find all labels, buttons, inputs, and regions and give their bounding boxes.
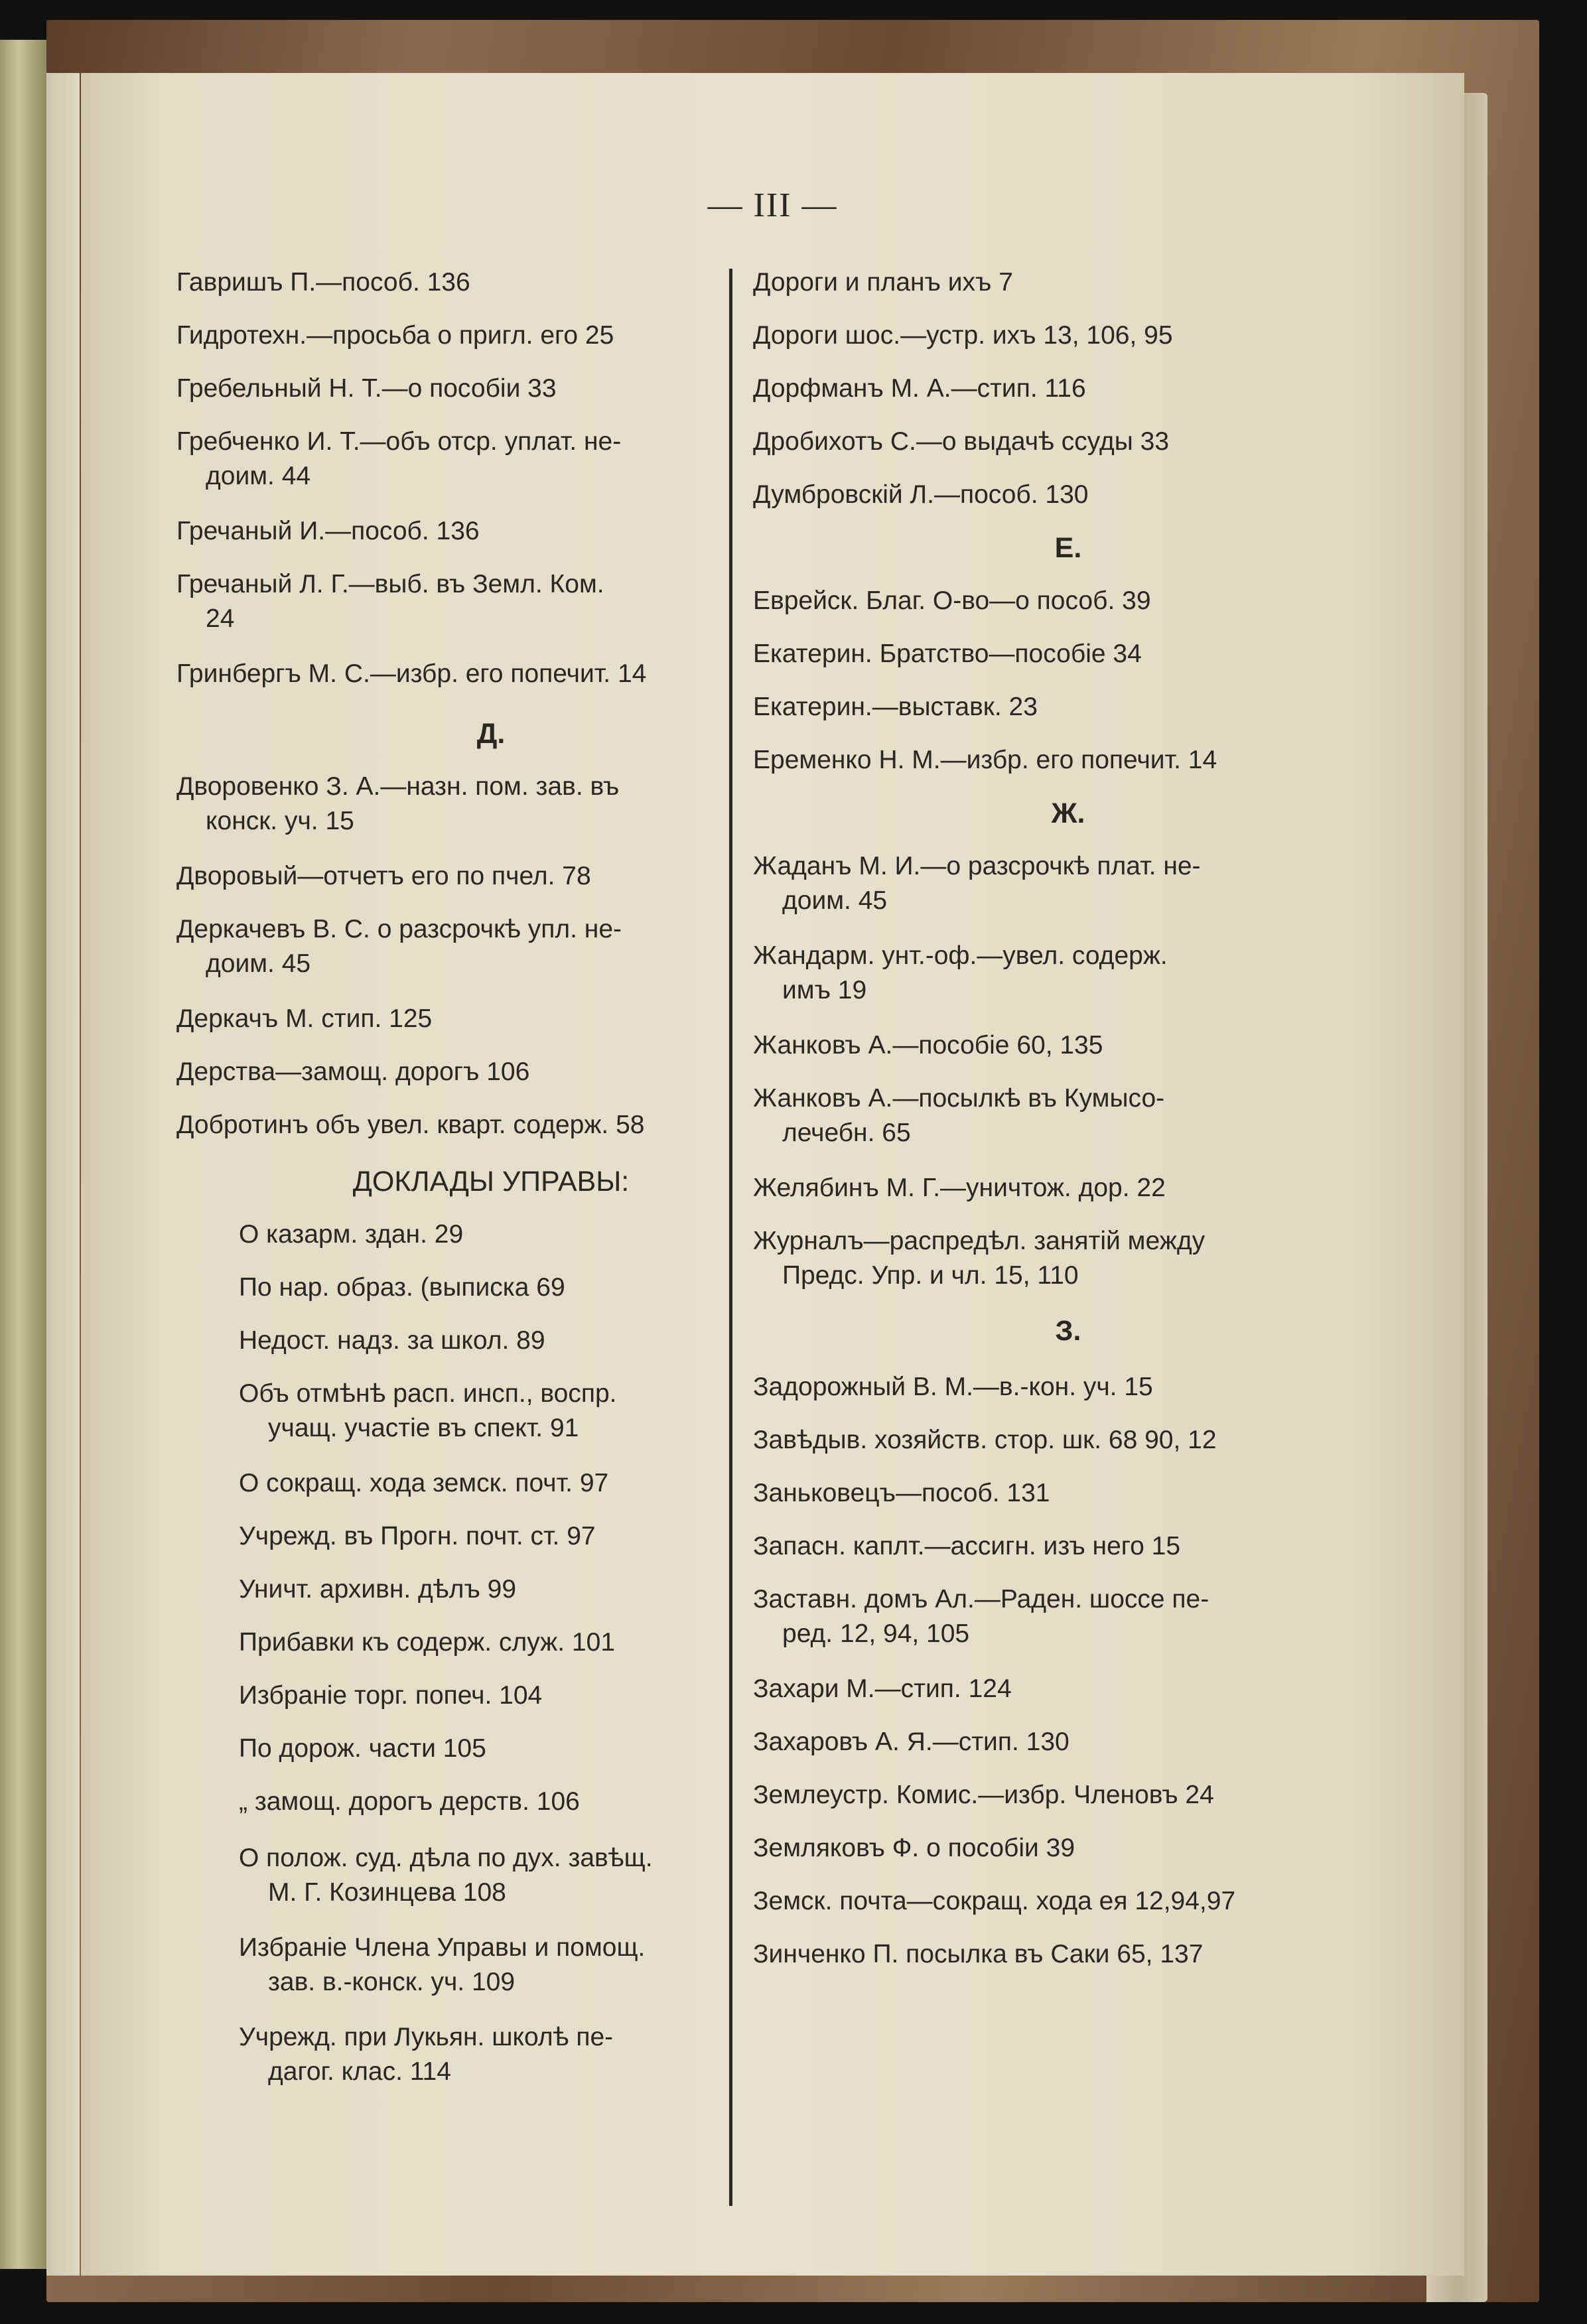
entry-line: О казарм. здан. 29 [239, 1220, 464, 1249]
report-subentry [176, 1732, 805, 1766]
entry-line: Жаданъ М. И.—о разсрочкѣ плат. не- [753, 852, 1201, 880]
index-entry [176, 265, 805, 300]
entry-line: Дробихотъ С.—о выдачѣ ссуды 33 [753, 427, 1170, 456]
entry-continuation-line: доим. 45 [206, 949, 311, 978]
entry-line: Землеустр. Комис.—избр. Членовъ 24 [753, 1781, 1214, 1809]
entry-line: О полож. суд. дѣла по дух. завѣщ. [239, 1844, 653, 1872]
index-entry [753, 1884, 1383, 1919]
index-entry [753, 478, 1383, 512]
index-letter-heading: Ж. [1051, 797, 1085, 829]
report-subentry [176, 1931, 805, 2000]
entry-line: Гринбергъ М. С.—избр. его попечит. 14 [176, 659, 647, 688]
entry-line: Гречаный И.—пособ. 136 [176, 517, 480, 545]
entry-line: Заньковецъ—пособ. 131 [753, 1479, 1050, 1507]
report-subentry [176, 1466, 805, 1501]
entry-line: О сокращ. хода земск. почт. 97 [239, 1469, 609, 1497]
entry-continuation-line: М. Г. Козинцева 108 [268, 1878, 506, 1907]
entry-line: Журналъ—распредѣл. занятій между [753, 1227, 1206, 1255]
index-entry [176, 1108, 805, 1142]
entry-line: Жанковъ А.—пособіе 60, 135 [753, 1031, 1103, 1059]
entry-line: Дворовый—отчетъ его по пчел. 78 [176, 862, 591, 890]
index-entry [753, 1778, 1383, 1812]
index-entry [753, 372, 1383, 406]
index-entry [753, 1423, 1383, 1458]
report-subentry [176, 1377, 805, 1446]
index-entry [753, 1171, 1383, 1205]
entry-line: Запасн. каплт.—ассигн. изъ него 15 [753, 1532, 1181, 1560]
entry-line: Завѣдыв. хозяйств. стор. шк. 68 90, 12 [753, 1426, 1217, 1454]
entry-continuation-line: имъ 19 [782, 976, 867, 1004]
entry-continuation-line: зав. в.-конск. уч. 109 [268, 1968, 516, 1996]
index-entry [753, 1582, 1383, 1651]
entry-line: Желябинъ М. Г.—уничтож. дор. 22 [753, 1174, 1166, 1202]
entry-continuation-line: доим. 44 [206, 462, 311, 490]
report-subentry [176, 1841, 805, 1910]
entry-line: Захари М.—стип. 124 [753, 1675, 1012, 1703]
index-entry [753, 1831, 1383, 1866]
index-entry [753, 1081, 1383, 1150]
entry-line: Жандарм. унт.-оф.—увел. содерж. [753, 941, 1168, 970]
entry-continuation-line: ред. 12, 94, 105 [782, 1619, 970, 1648]
entry-line: По нар. образ. (выписка 69 [239, 1273, 565, 1302]
index-entry [176, 372, 805, 406]
entry-line: Захаровъ А. Я.—стип. 130 [753, 1728, 1070, 1756]
report-subentry [176, 1625, 805, 1660]
facing-page-edge [46, 73, 80, 2276]
index-entry [176, 770, 805, 839]
index-entry [753, 1028, 1383, 1063]
report-subentry [176, 1572, 805, 1607]
index-entry [753, 265, 1383, 300]
entry-line: Заставн. домъ Ал.—Раден. шоссе пе- [753, 1585, 1209, 1613]
entry-line: Деркачевъ В. С. о разсрочкѣ упл. не- [176, 915, 622, 943]
index-entry [753, 690, 1383, 724]
entry-line: Еременко Н. М.—избр. его попечит. 14 [753, 746, 1217, 774]
report-subentry [176, 1785, 805, 1819]
index-entry [176, 657, 805, 691]
entry-line: Деркачъ М. стип. 125 [176, 1004, 433, 1033]
index-letter-heading: Д. [476, 718, 506, 750]
report-subentry [176, 1519, 805, 1554]
report-subentry [176, 1217, 805, 1252]
entry-line: Зинченко П. посылка въ Саки 65, 137 [753, 1940, 1204, 1968]
index-entry [176, 1055, 805, 1089]
entry-continuation-line: лечебн. 65 [782, 1119, 911, 1147]
index-entry [176, 425, 805, 494]
entry-continuation-line: Предс. Упр. и чл. 15, 110 [782, 1261, 1079, 1290]
index-entry [753, 939, 1383, 1008]
index-letter-heading: Е. [1054, 532, 1082, 564]
index-entry [753, 425, 1383, 459]
entry-line: Гидротехн.—просьба о пригл. его 25 [176, 321, 614, 350]
index-entry [753, 743, 1383, 778]
entry-line: Дерства—замощ. дорогъ 106 [176, 1058, 530, 1086]
entry-line: Дороги и планъ ихъ 7 [753, 268, 1013, 297]
entry-continuation-line: учащ. участіе въ спект. 91 [268, 1414, 579, 1442]
index-entry [753, 1672, 1383, 1706]
entry-line: Добротинъ объ увел. кварт. содерж. 58 [176, 1111, 645, 1139]
index-entry [176, 514, 805, 549]
index-entry [753, 1476, 1383, 1511]
entry-line: Дворовенко З. А.—назн. пом. зав. въ [176, 772, 620, 801]
entry-line: Прибавки къ содерж. служ. 101 [239, 1628, 616, 1657]
binding-edge [0, 40, 46, 2269]
index-entry [753, 1725, 1383, 1759]
entry-line: „ замощ. дорогъ дерств. 106 [239, 1787, 580, 1816]
index-entry [753, 1370, 1383, 1404]
index-entry [753, 849, 1383, 918]
index-entry [176, 912, 805, 981]
section-heading: ДОКЛАДЫ УПРАВЫ: [352, 1166, 630, 1197]
report-subentry [176, 2020, 805, 2089]
report-subentry [176, 1270, 805, 1305]
index-entry [176, 1002, 805, 1036]
report-subentry [176, 1678, 805, 1713]
entry-line: Гавришъ П.—пособ. 136 [176, 268, 470, 297]
entry-line: Думбровскій Л.—пособ. 130 [753, 480, 1089, 509]
entry-line: Дорфманъ М. А.—стип. 116 [753, 374, 1086, 403]
book-page [81, 73, 1464, 2276]
entry-line: Учрежд. при Лукьян. школѣ пе- [239, 2023, 614, 2051]
entry-continuation-line: доим. 45 [782, 886, 888, 915]
index-entry [176, 567, 805, 636]
report-subentry [176, 1324, 805, 1358]
entry-line: Гречаный Л. Г.—выб. въ Земл. Ком. [176, 570, 604, 598]
entry-line: Земск. почта—сокращ. хода ея 12,94,97 [753, 1887, 1236, 1915]
index-entry [753, 318, 1383, 353]
entry-line: Избраніе Члена Управы и помощ. [239, 1933, 646, 1962]
index-entry [753, 1937, 1383, 1972]
entry-continuation-line: 24 [206, 604, 235, 633]
index-entry [753, 637, 1383, 671]
index-entry [176, 859, 805, 894]
entry-line: Недост. надз. за школ. 89 [239, 1326, 545, 1355]
entry-line: Избраніе торг. попеч. 104 [239, 1681, 543, 1710]
entry-line: Учрежд. въ Прогн. почт. ст. 97 [239, 1522, 596, 1550]
entry-line: Объ отмѣнѣ расп. инсп., воспр. [239, 1379, 617, 1408]
entry-line: Еврейск. Благ. О-во—о пособ. 39 [753, 586, 1151, 615]
entry-line: Екатерин.—выставк. 23 [753, 693, 1038, 721]
index-entry [176, 318, 805, 353]
entry-line: По дорож. части 105 [239, 1734, 486, 1763]
entry-line: Уничт. архивн. дѣлъ 99 [239, 1575, 517, 1604]
entry-line: Екатерин. Братство—пособіе 34 [753, 640, 1142, 668]
entry-line: Задорожный В. М.—в.-кон. уч. 15 [753, 1373, 1153, 1401]
page-number-header: — III — [707, 186, 838, 224]
entry-line: Земляковъ Ф. о пособіи 39 [753, 1834, 1075, 1862]
entry-continuation-line: конск. уч. 15 [206, 807, 354, 835]
entry-continuation-line: дагог. клас. 114 [268, 2057, 451, 2086]
entry-line: Гребченко И. Т.—объ отср. уплат. не- [176, 427, 622, 456]
entry-line: Гребельный Н. Т.—о пособіи 33 [176, 374, 557, 403]
index-entry [753, 584, 1383, 618]
entry-line: Дороги шос.—устр. ихъ 13, 106, 95 [753, 321, 1173, 350]
index-letter-heading: З. [1055, 1315, 1081, 1347]
index-entry [753, 1224, 1383, 1293]
entry-line: Жанковъ А.—посылкѣ въ Кумысо- [753, 1084, 1165, 1113]
index-entry [753, 1529, 1383, 1564]
